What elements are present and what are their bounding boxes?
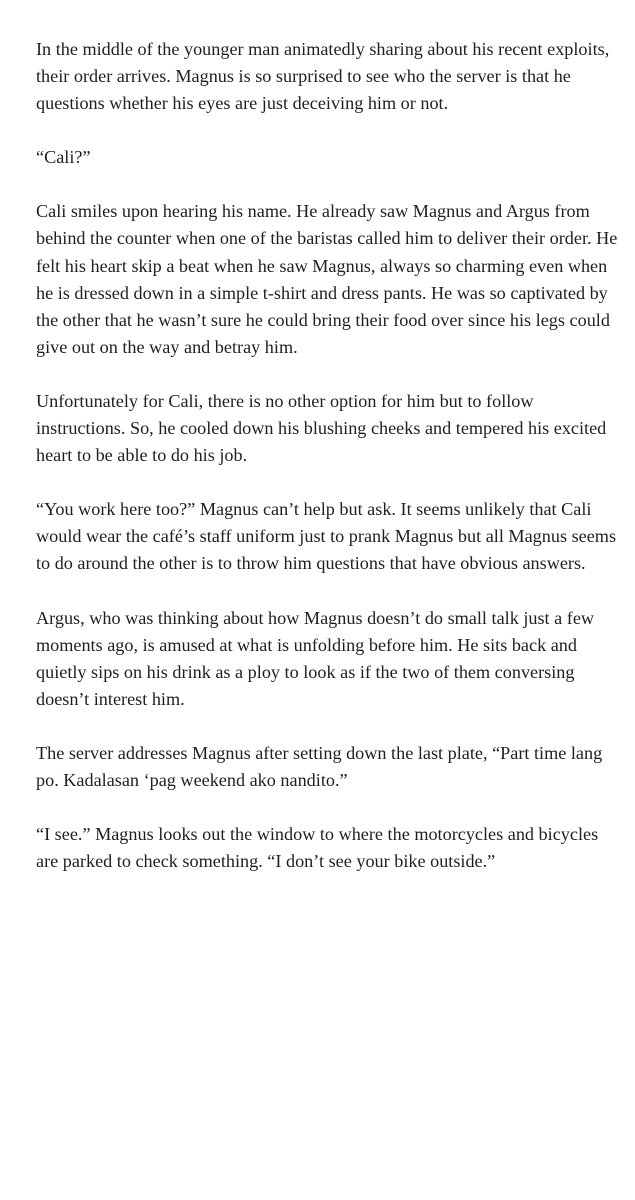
paragraph-cali-smiles: Cali smiles upon hearing his name. He already saw Magnus and Argus from behind the counter when one of the baristas called him to deliver their order. He felt his heart skip a beat when he saw Magnus, always so charming even when he is dressed down in a simple t-shirt and dress pants. He was so captivated by the other that he wasn’t sure he could bring their food over since his legs could give out on the way and betray him. bbox=[36, 201, 618, 357]
paragraph-bike-outside: “I see.” Magnus looks out the window to where the motorcycles and bicycles are parked to check something. “I don’t see your bike outside.” bbox=[36, 824, 599, 872]
paragraph-argus-amused: Argus, who was thinking about how Magnus doesn’t do small talk just a few moments ago, is amused at what is unfolding before him. He sits back and quietly sips on his drink as a ploy to look as if the two of them conversing doesn’t interest him. bbox=[36, 607, 595, 709]
paragraph-order-arrives: In the middle of the younger man animatedly sharing about his recent exploits, their order arrives. Magnus is so surprised to see who the server is that he questions whether his eyes are just deceiving him or not. bbox=[36, 39, 610, 114]
paragraph-cali-question: “Cali?” bbox=[36, 147, 91, 168]
paragraph-server-reply: The server addresses Magnus after setting down the last plate, “Part time lang po. Kadalasan ‘pag weekend ako nandito.” bbox=[36, 742, 603, 790]
paragraph-work-here-too: “You work here too?” Magnus can’t help but ask. It seems unlikely that Cali would wear the café’s staff uniform just to prank Magnus but all Magnus seems to do around the other is to throw him questions that have obvious answers. bbox=[36, 499, 617, 574]
story-page bbox=[36, 36, 621, 902]
paragraph-follow-instructions: Unfortunately for Cali, there is no other option for him but to follow instructions. So, he cooled down his blushing cheeks and tempered his excited heart to be able to do his job. bbox=[36, 390, 607, 466]
